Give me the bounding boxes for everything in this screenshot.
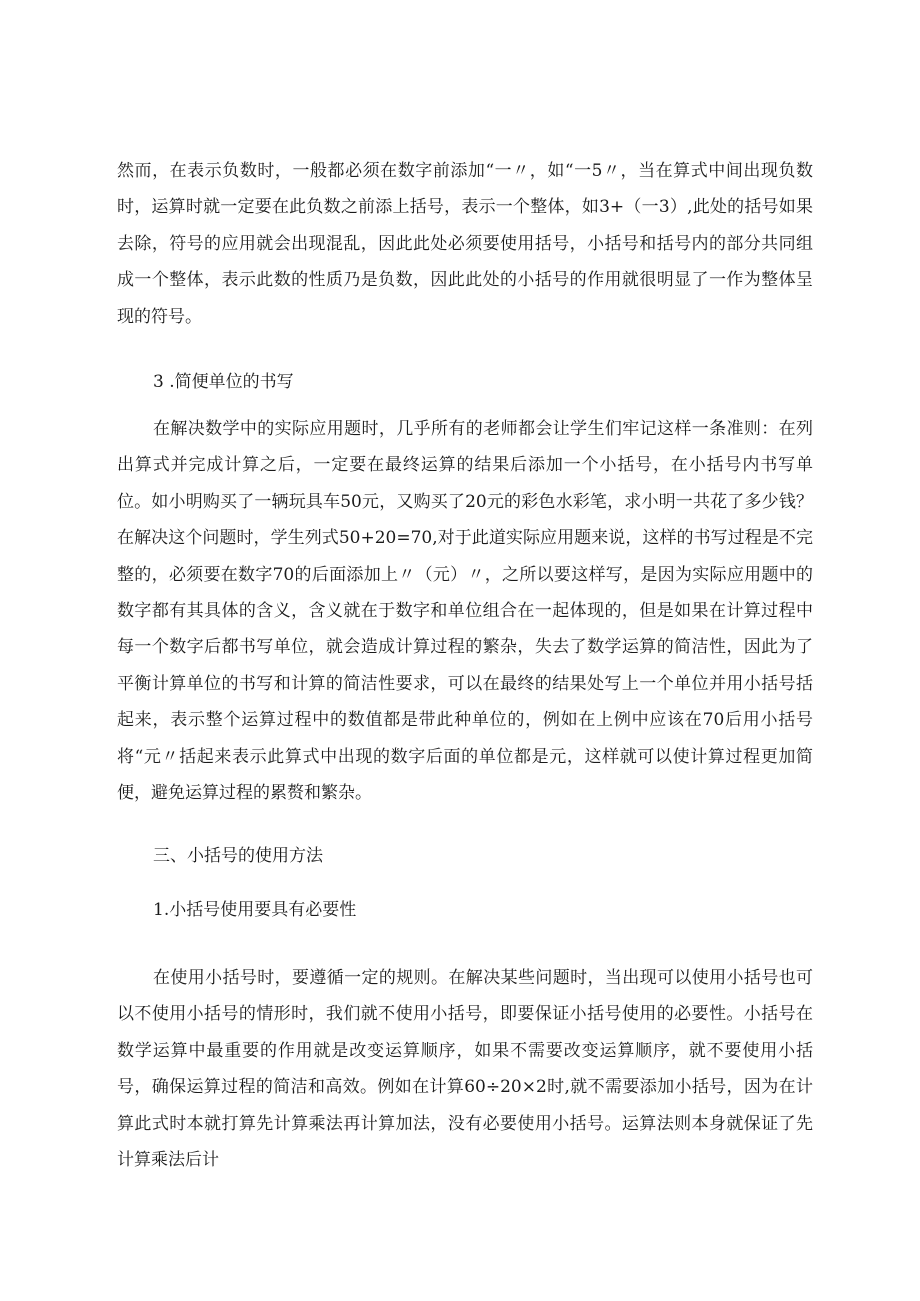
paragraph-necessity: 在使用小括号时，要遵循一定的规则。在解决某些问题时，当出现可以使用小括号也可以不使用小括号的情形时，我们就不使用小括号，即要保证小括号使用的必要性。小括号在数学运算中最重要的作用就是改变运算顺序，如果不需要改变运算顺序，就不要使用小括号，确保运算过程的简洁和高效。例如在计算60÷20×2时,就不需要添加小括号，因为在计算此式时本就打算先计算乘法再计算加法，没有必要使用小括号。运算法则本身就保证了先计算乘法后计 — [117, 968, 813, 1171]
paragraph-unit-writing: 在解决数学中的实际应用题时，几乎所有的老师都会让学生们牢记这样一条准则：在列出算式并完成计算之后，一定要在最终运算的结果后添加一个小括号，在小括号内书写单位。如小明购买了一辆玩具车50元，又购买了20元的彩色水彩笔，求小明一共花了多少钱？在解决这个问题时，学生列式50+20=70,对于此道实际应用题来说，这样的书写过程是不完整的，必须要在数字70的后面添加上〃（元）〃，之所以要这样写，是因为实际应用题中的数字都有其具体的含义，含义就在于数字和单位组合在一起体现的，但是如果在计算过程中每一个数字后都书写单位，就会造成计算过程的繁杂，失去了数学运算的简洁性，因此为了平衡计算单位的书写和计算的简洁性要求，可以在最终的结果处写上一个单位并用小括号括起来，表示整个运算过程中的数值都是带此种单位的，例如在上例中应该在70后用小括号将“元〃括起来表示此算式中出现的数字后面的单位都是元，这样就可以使计算过程更加简便，避免运算过程的累赘和繁杂。 — [117, 419, 813, 804]
chapter-heading-parentheses-usage: 三、小括号的使用方法 — [153, 846, 323, 866]
paragraph-negative-numbers: 然而，在表示负数时，一般都必须在数字前添加“一〃，如“一5〃，当在算式中间出现负数时，运算时就一定要在此负数之前添上括号，表示一个整体，如3+（一3）,此处的括号如果去除，符号的应用就会出现混乱，因此此处必须要使用括号，小括号和括号内的部分共同组成一个整体，表示此数的性质乃是负数，因此此处的小括号的作用就很明显了一作为整体呈现的符号。 — [117, 161, 813, 327]
section-heading-unit-writing: 3 .简便单位的书写 — [153, 372, 294, 392]
section-heading-necessity: 1.小括号使用要具有必要性 — [153, 900, 357, 920]
